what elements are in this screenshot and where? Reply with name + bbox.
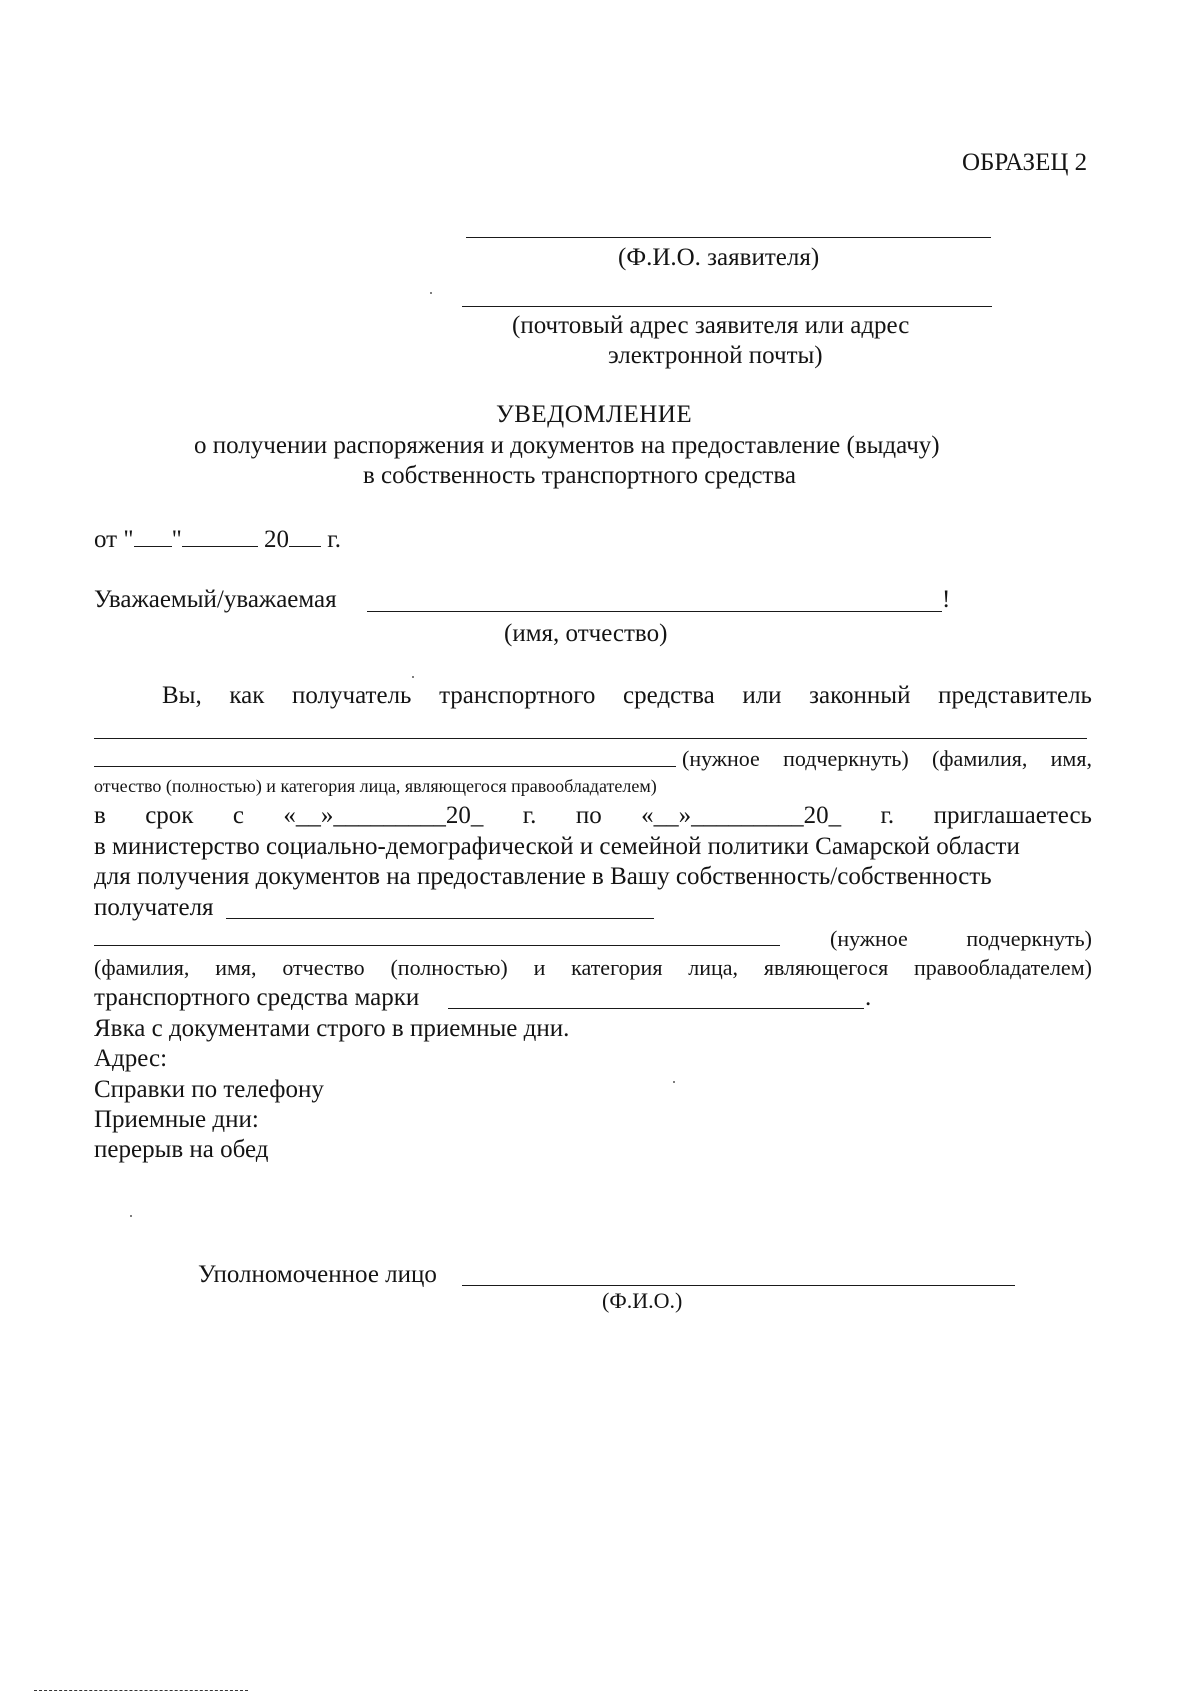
scan-speck [430, 292, 432, 294]
applicant-address-line [462, 306, 992, 307]
signature-line [462, 1285, 1015, 1286]
term-line: в срок с «__»_________20_ г. по «__»_________20_ г. приглашаетесь [94, 802, 1092, 829]
applicant-name-line [466, 237, 991, 238]
scan-speck [673, 1081, 675, 1083]
purpose-line: для получения документов на предоставление в Вашу собственность/собственность [94, 863, 992, 890]
representative-line2 [94, 766, 676, 767]
address-label: Адрес: [94, 1045, 168, 1072]
ministry-line: в министерство социально-демографической и семейной политики Самарской области [94, 833, 1020, 860]
owner-caption2: (фамилия, имя, отчество (полностью) и категория лица, являющегося правообладателем) [94, 955, 1092, 980]
notice-subtitle-line2: в собственность транспортного средства [363, 462, 796, 489]
underline-note2: (нужное подчеркнуть) [830, 926, 1092, 951]
date-prefix: от " [94, 526, 134, 553]
date-quote: " [171, 526, 182, 553]
signature-caption: (Ф.И.О.) [602, 1288, 683, 1313]
scan-speck [412, 676, 414, 678]
lunch-break-label: перерыв на обед [94, 1136, 269, 1163]
year-prefix: 20 [264, 526, 290, 553]
address-caption-line1: (почтовый адрес заявителя или адрес [512, 312, 910, 339]
recipient-line2 [94, 945, 780, 946]
visit-line: Явка с документами строго в приемные дни. [94, 1015, 570, 1042]
phone-label: Справки по телефону [94, 1076, 324, 1103]
recipient-line [226, 918, 654, 919]
footnote-separator [34, 1690, 248, 1691]
vehicle-label: транспортного средства марки [94, 984, 420, 1011]
year-blank [289, 526, 321, 547]
recipient-label: получателя [94, 894, 214, 921]
date-line [94, 526, 341, 552]
notice-title: УВЕДОМЛЕНИЕ [496, 401, 693, 428]
salutation-caption: (имя, отчество) [504, 620, 668, 647]
salutation-exclamation: ! [942, 586, 951, 613]
representative-line1 [94, 738, 1087, 739]
salutation-label: Уважаемый/уважаемая [94, 586, 337, 613]
signature-label: Уполномоченное лицо [198, 1261, 437, 1288]
underline-note: (нужное подчеркнуть) (фамилия, имя, [682, 746, 1092, 771]
vehicle-brand-line [448, 1008, 864, 1009]
applicant-name-caption: (Ф.И.О. заявителя) [618, 244, 820, 271]
vehicle-end: . [865, 984, 872, 1011]
salutation-name-line [367, 611, 942, 612]
body-paragraph-line1: Вы, как получатель транспортного средства или законный представитель [162, 682, 1092, 709]
sample-label: ОБРАЗЕЦ 2 [962, 149, 1088, 176]
month-blank [182, 526, 258, 547]
address-caption-line2: электронной почты) [608, 342, 823, 369]
scan-speck [130, 1215, 132, 1217]
reception-days-label: Приемные дни: [94, 1106, 259, 1133]
notice-subtitle-line1: о получении распоряжения и документов на предоставление (выдачу) [194, 432, 940, 459]
year-suffix: г. [327, 526, 341, 553]
owner-caption: отчество (полностью) и категория лица, являющегося правообладателем) [94, 776, 657, 796]
day-blank [134, 526, 172, 547]
